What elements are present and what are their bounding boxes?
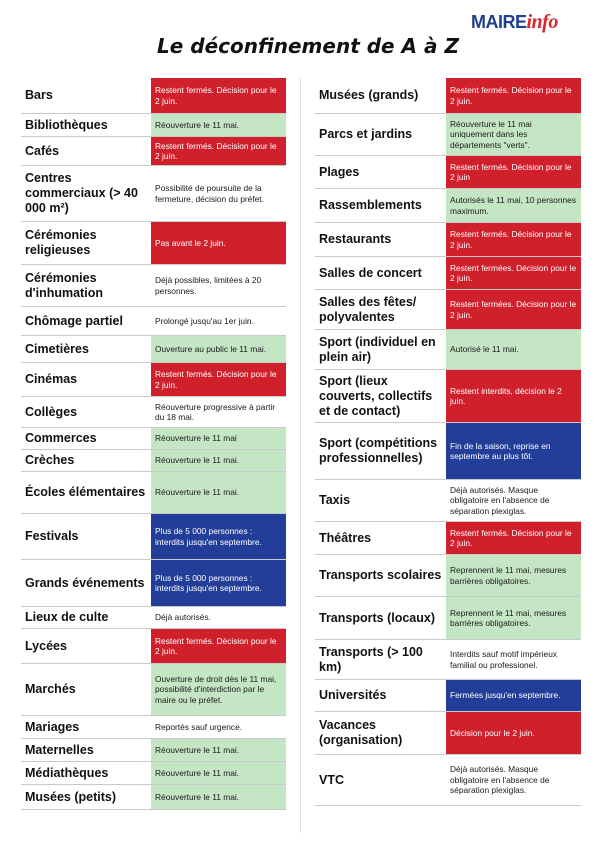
row-label: Taxis — [319, 493, 351, 507]
row-label: Cérémonies d'inhumation — [25, 270, 103, 300]
row-status: Déjà possibles, limitées à 20 personnes. — [151, 265, 286, 306]
row-label: Commerces — [25, 431, 97, 445]
row-status: Restent fermés. Décision pour le 2 juin. — [151, 629, 286, 663]
table-row — [21, 472, 286, 514]
table-row — [21, 397, 286, 428]
row-label: Plages — [319, 164, 360, 179]
table-row — [21, 560, 286, 607]
row-status: Ouverture de droit dès le 11 mai, possibilité d'interdiction par le maire ou le préfet. — [151, 664, 286, 715]
row-status: Reprennent le 11 mai, mesures barrières obligatoires. — [446, 597, 581, 639]
row-status: Réouverture le 11 mai. — [151, 114, 286, 136]
table-row — [21, 363, 286, 397]
row-status: Décision pour le 2 juin. — [446, 712, 581, 754]
row-status: Interdits sauf motif impérieux familial ou professionel. — [446, 640, 581, 679]
row-status: Réouverture le 11 mai. — [151, 472, 286, 513]
left-column — [21, 78, 286, 810]
mairieinfo-logo — [471, 11, 558, 33]
table-row — [21, 629, 286, 664]
table-row — [21, 450, 286, 472]
table-row — [315, 223, 581, 257]
table-row — [21, 664, 286, 716]
table-row — [315, 597, 581, 640]
row-label: Lycées — [25, 638, 67, 653]
table-row — [21, 114, 286, 137]
table-row — [315, 114, 581, 156]
row-label: VTC — [319, 772, 344, 787]
table-row — [21, 307, 286, 336]
column-divider — [300, 78, 301, 833]
right-column — [315, 78, 581, 806]
row-label: Vacances (organisation) — [319, 718, 403, 747]
table-row — [315, 755, 581, 806]
row-status: Restent fermées. Décision pour le 2 juin. — [446, 290, 581, 329]
row-label: Bibliothèques — [25, 117, 108, 132]
row-status: Restent fermées. Décision pour le 2 juin. — [446, 257, 581, 289]
row-status: Réouverture le 11 mai. — [151, 762, 286, 784]
table-row — [21, 716, 286, 739]
row-status: Réouverture le 11 mai — [151, 428, 286, 449]
table-row — [21, 265, 286, 307]
row-label: Transports (locaux) — [319, 610, 435, 625]
row-label: Festivals — [25, 529, 79, 543]
row-status: Fermées jusqu'en septembre. — [446, 680, 581, 711]
row-status: Fin de la saison, reprise en septembre au plus tôt. — [446, 423, 581, 479]
row-status: Restent fermés. Décision pour le 2 juin — [446, 156, 581, 188]
row-label: Centres commerciaux (> 40 000 m²) — [25, 171, 138, 215]
row-label: Cérémonies religieuses — [25, 228, 97, 257]
table-row — [315, 555, 581, 597]
page-title: Le déconfinement de A à Z — [157, 34, 459, 58]
row-status: Restent fermés. Décision pour le 2 juin. — [446, 522, 581, 554]
table-row — [315, 189, 581, 223]
table-row — [315, 522, 581, 555]
row-label: Médiathèques — [25, 765, 109, 780]
row-label: Transports (> 100 km) — [319, 644, 423, 674]
table-row — [21, 336, 286, 363]
row-status: Ouverture au public le 11 mai. — [151, 336, 286, 362]
row-status: Réouverture progressive à partir du 18 mai. — [151, 397, 286, 427]
row-status: Restent fermés. Décision pour le 2 juin. — [446, 78, 581, 113]
row-label: Théâtres — [319, 530, 372, 545]
row-label: Écoles élémentaires — [25, 485, 146, 499]
row-status: Reportés sauf urgence. — [151, 716, 286, 738]
row-status: Réouverture le 11 mai uniquement dans les départements "verts". — [446, 114, 581, 155]
row-label: Restaurants — [319, 232, 392, 246]
row-label: Marchés — [25, 682, 76, 696]
row-label: Sport (individuel en plein air) — [319, 334, 436, 364]
table-row — [315, 480, 581, 522]
row-label: Salles de concert — [319, 265, 422, 280]
table-row — [21, 785, 286, 810]
row-status: Réouverture le 11 mai. — [151, 450, 286, 471]
row-label: Sport (compétitions professionnelles) — [319, 436, 438, 465]
row-status: Restent fermés. Décision pour le 2 juin. — [151, 78, 286, 113]
logo-part-info: info — [526, 11, 558, 33]
row-label: Crèches — [25, 453, 75, 467]
row-status: Reprennent le 11 mai, mesures barrières obligatoires. — [446, 555, 581, 596]
row-status: Déjà autorisés. Masque obligatoire en l'absence de séparation plexiglas. — [446, 480, 581, 521]
row-label: Rassemblements — [319, 198, 422, 212]
row-label: Cimetières — [25, 341, 89, 356]
row-label: Universités — [319, 688, 387, 702]
table-row — [21, 78, 286, 114]
row-label: Salles des fêtes/ polyvalentes — [319, 294, 417, 324]
row-label: Transports scolaires — [319, 568, 442, 582]
table-row — [21, 137, 286, 166]
row-label: Musées (petits) — [25, 789, 116, 804]
row-status: Autorisés le 11 mai, 10 personnes maximum. — [446, 189, 581, 222]
table-row — [21, 607, 286, 629]
table-row — [315, 156, 581, 189]
row-status: Restent fermés. Décision pour le 2 juin. — [446, 223, 581, 256]
row-status: Réouverture le 11 mai. — [151, 739, 286, 761]
row-label: Chômage partiel — [25, 313, 123, 328]
table-row — [21, 739, 286, 762]
table-row — [315, 78, 581, 114]
table-row — [315, 290, 581, 330]
table-row — [21, 222, 286, 265]
row-label: Grands événements — [25, 575, 145, 590]
row-label: Collèges — [25, 404, 78, 419]
table-row — [21, 428, 286, 450]
row-label: Parcs et jardins — [319, 127, 413, 141]
row-status: Déjà autorisés. Masque obligatoire en l'absence de séparation plexiglas. — [446, 755, 581, 805]
row-status: Pas avant le 2 juin. — [151, 222, 286, 264]
row-label: Sport (lieux couverts, collectifs et de contact) — [319, 373, 433, 418]
row-label: Musées (grands) — [319, 88, 419, 102]
table-row — [21, 762, 286, 785]
table-row — [21, 166, 286, 222]
table-row — [315, 330, 581, 370]
row-status: Déjà autorisés. — [151, 607, 286, 628]
row-label: Bars — [25, 88, 53, 102]
row-status: Restent fermés. Décision pour le 2 juin. — [151, 137, 286, 165]
row-status: Plus de 5 000 personnes : interdits jusqu'en septembre. — [151, 514, 286, 559]
row-label: Lieux de culte — [25, 610, 109, 624]
table-row — [315, 370, 581, 423]
row-status: Restent fermés. Décision pour le 2 juin. — [151, 363, 286, 396]
logo-part-maire: MAIRE — [471, 12, 527, 32]
row-status: Possibilité de poursuite de la fermeture, décision du préfet. — [151, 166, 286, 221]
row-label: Cinémas — [25, 372, 78, 386]
table-row — [21, 514, 286, 560]
row-status: Prolongé jusqu'au 1er juin. — [151, 307, 286, 335]
table-row — [315, 712, 581, 755]
table-row — [315, 640, 581, 680]
row-status: Restent interdits, décision le 2 juin. — [446, 370, 581, 422]
row-status: Plus de 5 000 personnes : interdits jusqu'en septembre. — [151, 560, 286, 606]
row-status: Autorisé le 11 mai. — [446, 330, 581, 369]
table-row — [315, 423, 581, 480]
table-row — [315, 680, 581, 712]
row-label: Mariages — [25, 719, 80, 734]
row-label: Maternelles — [25, 742, 94, 757]
row-status: Réouverture le 11 mai. — [151, 785, 286, 809]
table-row — [315, 257, 581, 290]
row-label: Cafés — [25, 143, 60, 158]
